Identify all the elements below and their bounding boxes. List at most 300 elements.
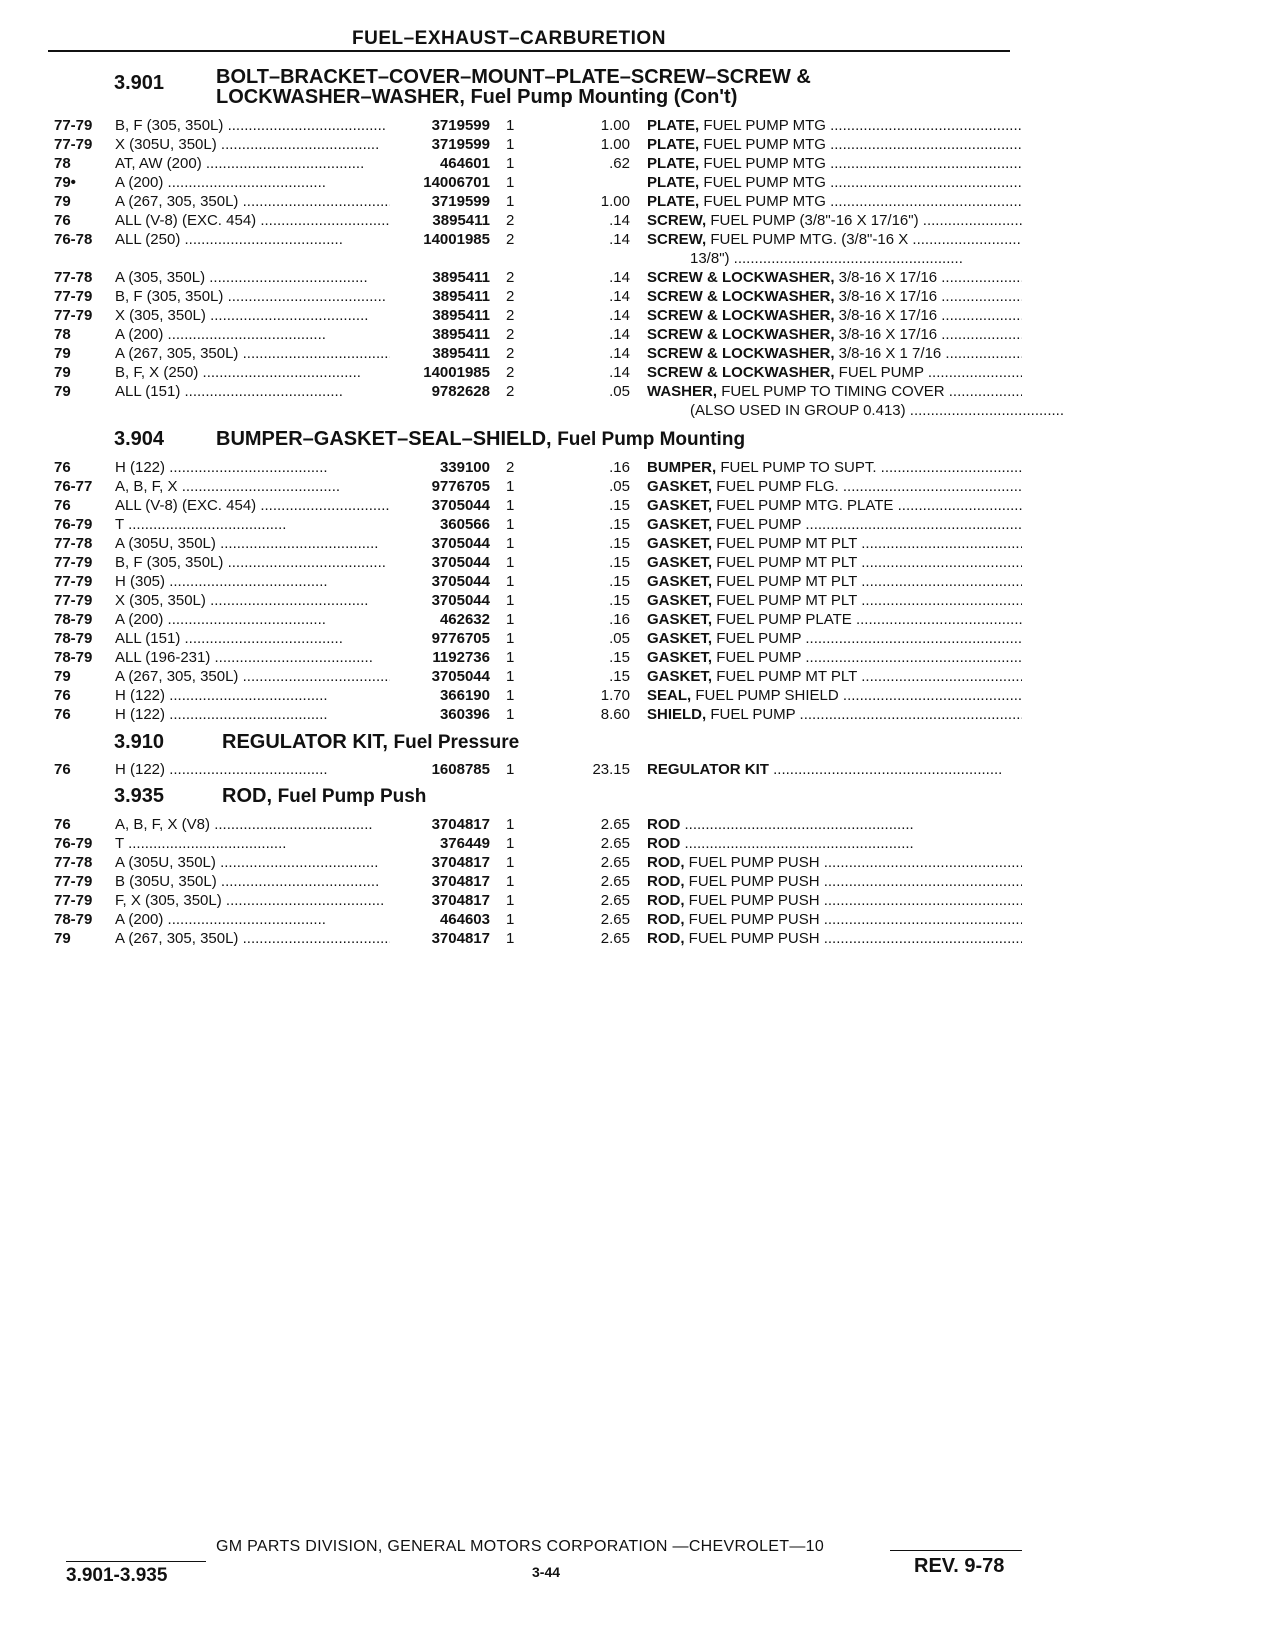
part-detail: FUEL PUMP — [716, 649, 802, 666]
table-row — [0, 192, 1280, 211]
part-name: ROD — [647, 816, 681, 833]
part-detail: FUEL PUMP PUSH — [688, 854, 820, 871]
model-year: 77-79 — [54, 117, 93, 134]
part-name: ROD — [647, 835, 681, 852]
part-name: SCREW, — [647, 212, 707, 229]
part-name: GASKET, — [647, 611, 713, 628]
model-year: 77-78 — [54, 854, 93, 871]
model-year: 78 — [54, 326, 71, 343]
part-description — [647, 872, 1022, 891]
model-year: 76-77 — [54, 478, 93, 495]
model-application: X (305, 350L) ..... — [115, 591, 390, 610]
table-row — [0, 591, 1280, 610]
table-row — [0, 116, 1280, 135]
part-number: 3704817 — [431, 816, 490, 833]
quantity: 1 — [506, 554, 515, 571]
section-number: 3.910 — [114, 731, 165, 753]
part-name: GASKET, — [647, 573, 713, 590]
table-row — [0, 458, 1280, 477]
part-name: GASKET, — [647, 649, 713, 666]
part-detail: FUEL PUMP PUSH — [688, 892, 820, 909]
footer-page-number: 3-44 — [532, 1564, 561, 1580]
parts-table — [0, 116, 1280, 420]
price: .15 — [609, 649, 630, 666]
part-description — [647, 325, 1022, 344]
part-description — [647, 667, 1022, 686]
quantity: 1 — [506, 174, 515, 191]
model-year: 76-79 — [54, 835, 93, 852]
model-year: 77-79 — [54, 873, 93, 890]
price: 1.00 — [600, 136, 630, 153]
part-name: ROD, — [647, 911, 685, 928]
part-description — [647, 496, 1022, 515]
model-year: 79 — [54, 383, 71, 400]
part-number: 376449 — [439, 835, 490, 852]
table-row — [0, 515, 1280, 534]
part-name: BUMPER, — [647, 459, 717, 476]
part-detail: FUEL PUMP MTG. PLATE — [716, 497, 894, 514]
part-number: 3719599 — [431, 136, 490, 153]
part-detail: FUEL PUMP MT PLT — [716, 535, 858, 552]
table-row — [0, 344, 1280, 363]
part-detail: FUEL PUMP — [710, 706, 796, 723]
part-detail: FUEL PUMP PUSH — [688, 873, 820, 890]
part-description — [647, 686, 1022, 705]
part-description — [647, 553, 1022, 572]
price: 1.00 — [600, 117, 630, 134]
quantity: 1 — [506, 611, 515, 628]
model-application: AT, AW (200) ..... — [115, 154, 390, 173]
part-name: GASKET, — [647, 630, 713, 647]
quantity: 1 — [506, 706, 515, 723]
part-detail: FUEL PUMP MT PLT — [716, 573, 858, 590]
part-number: 3895411 — [432, 345, 490, 362]
part-name: PLATE, — [647, 136, 700, 153]
model-application: H (122) ..... — [115, 458, 390, 477]
table-row — [0, 211, 1280, 230]
price: .16 — [609, 459, 630, 476]
parts-table — [0, 458, 1280, 724]
part-name: SHIELD, — [647, 706, 707, 723]
part-name: PLATE, — [647, 174, 700, 191]
part-description — [647, 648, 1022, 667]
model-application: B (305U, 350L) ..... — [115, 872, 390, 891]
part-name: PLATE, — [647, 155, 700, 172]
part-number: 3705044 — [431, 554, 490, 571]
part-detail: FUEL PUMP — [838, 364, 924, 381]
model-application: ALL (151) ..... — [115, 629, 390, 648]
part-name: PLATE, — [647, 117, 700, 134]
part-detail: FUEL PUMP MTG — [703, 174, 826, 191]
part-detail: 3/8-16 X 17/16 — [838, 326, 938, 343]
part-description — [647, 135, 1022, 154]
footer-revision: REV. 9-78 — [914, 1555, 1005, 1577]
model-year: 77-79 — [54, 307, 93, 324]
table-row — [0, 572, 1280, 591]
part-detail: FUEL PUMP PLATE — [716, 611, 852, 628]
section-number: 3.901 — [114, 72, 165, 94]
part-detail: FUEL PUMP MTG. (3/8"-16 X — [710, 231, 909, 248]
model-year: 77-79 — [54, 573, 93, 590]
model-application: A (200) ..... — [115, 173, 390, 192]
model-year: 77-79 — [54, 288, 93, 305]
model-application: A (267, 305, 350L) ..... — [115, 192, 390, 211]
model-year: 76 — [54, 816, 71, 833]
part-name: REGULATOR KIT — [647, 761, 769, 778]
section-title: BOLT–BRACKET–COVER–MOUNT–PLATE–SCREW–SCREW & — [216, 66, 811, 88]
table-row — [0, 705, 1280, 724]
quantity: 1 — [506, 649, 515, 666]
part-description — [647, 268, 1022, 287]
page-header-title: FUEL–EXHAUST–CARBURETION — [352, 28, 666, 49]
quantity: 1 — [506, 535, 515, 552]
part-description — [647, 834, 1022, 853]
price: .05 — [609, 383, 630, 400]
section-title: ROD, Fuel Pump Push — [222, 785, 427, 807]
part-name: GASKET, — [647, 478, 713, 495]
model-application: A (305U, 350L) ..... — [115, 534, 390, 553]
part-description — [647, 287, 1022, 306]
quantity: 2 — [506, 307, 515, 324]
section-title-line2: LOCKWASHER–WASHER, Fuel Pump Mounting (Con't) — [216, 86, 738, 108]
part-number: 3719599 — [431, 193, 490, 210]
table-row — [0, 477, 1280, 496]
footer-corporation: GM PARTS DIVISION, GENERAL MOTORS CORPORATION —CHEVROLET—10 — [216, 1538, 825, 1555]
part-number: 3704817 — [431, 892, 490, 909]
part-name: SCREW & LOCKWASHER, — [647, 326, 835, 343]
table-row — [0, 534, 1280, 553]
model-year: 78 — [54, 155, 71, 172]
part-name: GASKET, — [647, 535, 713, 552]
quantity: 1 — [506, 816, 515, 833]
part-description — [647, 230, 1022, 249]
part-description — [647, 610, 1022, 629]
part-detail: FUEL PUMP MTG — [703, 136, 826, 153]
table-row — [0, 610, 1280, 629]
part-detail: FUEL PUMP MT PLT — [716, 592, 858, 609]
part-name: ROD, — [647, 873, 685, 890]
price: 1.70 — [600, 687, 630, 704]
part-description — [647, 116, 1022, 135]
part-name: GASKET, — [647, 516, 713, 533]
part-name: SEAL, — [647, 687, 692, 704]
table-row — [0, 553, 1280, 572]
section-3935 — [0, 785, 1280, 947]
part-number: 3895411 — [432, 326, 490, 343]
part-detail: FUEL PUMP MT PLT — [716, 554, 858, 571]
price: .15 — [609, 516, 630, 533]
part-name: SCREW & LOCKWASHER, — [647, 288, 835, 305]
model-application: H (122) ..... — [115, 686, 390, 705]
part-number: 1192736 — [432, 649, 490, 666]
model-year: 76-79 — [54, 516, 93, 533]
model-application: A, B, F, X ..... — [115, 477, 390, 496]
model-application: ALL (V-8) (EXC. 454) ..... — [115, 496, 390, 515]
part-name: GASKET, — [647, 554, 713, 571]
part-number: 14001985 — [423, 364, 490, 381]
model-year: 76 — [54, 761, 71, 778]
table-row — [0, 815, 1280, 834]
table-row — [0, 872, 1280, 891]
section-3901 — [0, 66, 1280, 419]
part-name: GASKET, — [647, 668, 713, 685]
part-name: ROD, — [647, 854, 685, 871]
part-name: GASKET, — [647, 592, 713, 609]
part-number: 3705044 — [431, 535, 490, 552]
part-number: 3895411 — [432, 288, 490, 305]
table-row — [0, 287, 1280, 306]
footer-rule-right — [890, 1550, 1022, 1551]
part-description — [647, 458, 1022, 477]
footer-group-range: 3.901-3.935 — [66, 1565, 168, 1586]
table-row — [0, 648, 1280, 667]
part-description — [690, 401, 1065, 420]
quantity: 1 — [506, 835, 515, 852]
quantity: 1 — [506, 761, 515, 778]
price: .05 — [609, 630, 630, 647]
part-number: 3719599 — [431, 117, 490, 134]
model-year: 76-78 — [54, 231, 93, 248]
part-name: ROD, — [647, 892, 685, 909]
parts-table — [0, 760, 1280, 779]
section-3910 — [0, 731, 1280, 778]
price: .62 — [609, 155, 630, 172]
model-year: 78-79 — [54, 649, 93, 666]
quantity: 1 — [506, 155, 515, 172]
quantity: 2 — [506, 364, 515, 381]
part-description — [647, 534, 1022, 553]
quantity: 2 — [506, 231, 515, 248]
model-year: 77-79 — [54, 592, 93, 609]
model-application: A (305U, 350L) ..... — [115, 853, 390, 872]
model-application: T ..... — [115, 834, 390, 853]
part-description — [647, 760, 1022, 779]
table-row — [0, 154, 1280, 173]
model-application: ALL (250) ..... — [115, 230, 390, 249]
table-row — [0, 230, 1280, 249]
part-detail: FUEL PUMP MTG — [703, 155, 826, 172]
part-number: 3704817 — [431, 873, 490, 890]
part-number: 360566 — [439, 516, 490, 533]
table-row-continuation — [0, 401, 1280, 420]
price: 8.60 — [600, 706, 630, 723]
part-number: 3705044 — [431, 573, 490, 590]
part-description — [647, 705, 1022, 724]
quantity: 1 — [506, 911, 515, 928]
part-detail: FUEL PUMP (3/8"-16 X 17/16") — [710, 212, 919, 229]
model-application: F, X (305, 350L) ..... — [115, 891, 390, 910]
part-number: 366190 — [439, 687, 490, 704]
price: .14 — [609, 212, 630, 229]
part-description — [647, 515, 1022, 534]
model-application: B, F (305, 350L) ..... — [115, 553, 390, 572]
quantity: 1 — [506, 668, 515, 685]
model-year: 76 — [54, 687, 71, 704]
part-description — [647, 211, 1022, 230]
part-detail: 3/8-16 X 17/16 — [838, 307, 938, 324]
quantity: 1 — [506, 573, 515, 590]
price: .14 — [609, 326, 630, 343]
part-number: 3895411 — [432, 269, 490, 286]
part-detail: (ALSO USED IN GROUP 0.413) — [690, 402, 906, 419]
table-row — [0, 853, 1280, 872]
part-detail: 13/8") — [690, 250, 730, 267]
part-description — [647, 344, 1022, 363]
price: 2.65 — [600, 816, 630, 833]
model-year: 79 — [54, 364, 71, 381]
table-row — [0, 760, 1280, 779]
model-year: 79 — [54, 345, 71, 362]
part-description — [647, 629, 1022, 648]
parts-table — [0, 815, 1280, 948]
quantity: 2 — [506, 212, 515, 229]
section-number: 3.935 — [114, 785, 165, 807]
part-description — [647, 572, 1022, 591]
part-number: 9782628 — [431, 383, 490, 400]
part-description — [690, 249, 1065, 268]
part-name: SCREW & LOCKWASHER, — [647, 307, 835, 324]
part-name: WASHER, — [647, 383, 718, 400]
table-row — [0, 629, 1280, 648]
part-description — [647, 363, 1022, 382]
model-application: A, B, F, X (V8) ..... — [115, 815, 390, 834]
part-detail: 3/8-16 X 1 7/16 — [838, 345, 942, 362]
price: .15 — [609, 535, 630, 552]
part-description — [647, 591, 1022, 610]
part-detail: FUEL PUMP TO TIMING COVER — [721, 383, 945, 400]
part-description — [647, 154, 1022, 173]
quantity: 1 — [506, 478, 515, 495]
table-row — [0, 306, 1280, 325]
model-year: 79 — [54, 668, 71, 685]
model-application: ALL (V-8) (EXC. 454) ..... — [115, 211, 390, 230]
model-year: 78-79 — [54, 911, 93, 928]
model-application: A (305, 350L) ..... — [115, 268, 390, 287]
table-row — [0, 173, 1280, 192]
price: .14 — [609, 345, 630, 362]
table-row-continuation — [0, 249, 1280, 268]
model-application: A (267, 305, 350L) ..... — [115, 667, 390, 686]
model-application: H (122) ..... — [115, 705, 390, 724]
part-number: 462632 — [439, 611, 490, 628]
part-detail: FUEL PUMP PUSH — [688, 930, 820, 947]
model-year: 77-79 — [54, 136, 93, 153]
part-name: ROD, — [647, 930, 685, 947]
model-application: ALL (196-231) ..... — [115, 648, 390, 667]
part-number: 3705044 — [431, 668, 490, 685]
part-detail: FUEL PUMP MTG — [703, 193, 826, 210]
quantity: 1 — [506, 892, 515, 909]
table-row — [0, 667, 1280, 686]
part-description — [647, 382, 1022, 401]
part-number: 1608785 — [431, 761, 490, 778]
part-detail: FUEL PUMP MT PLT — [716, 668, 858, 685]
price: 1.00 — [600, 193, 630, 210]
table-row — [0, 686, 1280, 705]
price: .16 — [609, 611, 630, 628]
part-detail: 3/8-16 X 17/16 — [838, 288, 938, 305]
part-number: 3895411 — [432, 212, 490, 229]
part-number: 339100 — [439, 459, 490, 476]
model-year: 77-79 — [54, 892, 93, 909]
part-description — [647, 853, 1022, 872]
table-row — [0, 496, 1280, 515]
quantity: 1 — [506, 136, 515, 153]
part-name: SCREW & LOCKWASHER, — [647, 269, 835, 286]
model-year: 77-78 — [54, 269, 93, 286]
part-description — [647, 192, 1022, 211]
model-year: 78-79 — [54, 611, 93, 628]
quantity: 1 — [506, 193, 515, 210]
quantity: 1 — [506, 930, 515, 947]
part-number: 9776705 — [431, 478, 490, 495]
price: .14 — [609, 288, 630, 305]
quantity: 2 — [506, 383, 515, 400]
part-description — [647, 477, 1022, 496]
part-number: 3705044 — [431, 592, 490, 609]
part-detail: FUEL PUMP — [716, 516, 802, 533]
part-detail: FUEL PUMP PUSH — [688, 911, 820, 928]
part-number: 14006701 — [423, 174, 490, 191]
part-detail: FUEL PUMP MTG — [703, 117, 826, 134]
price: 2.65 — [600, 911, 630, 928]
model-application: B, F (305, 350L) ..... — [115, 287, 390, 306]
table-row — [0, 891, 1280, 910]
footer-rule-left — [66, 1561, 206, 1562]
quantity: 1 — [506, 873, 515, 890]
price: .15 — [609, 668, 630, 685]
model-application: X (305, 350L) ..... — [115, 306, 390, 325]
model-application: T ..... — [115, 515, 390, 534]
quantity: 2 — [506, 345, 515, 362]
table-row — [0, 325, 1280, 344]
part-detail: FUEL PUMP SHIELD — [695, 687, 839, 704]
price: 23.15 — [592, 761, 630, 778]
model-year: 76 — [54, 459, 71, 476]
price: .05 — [609, 478, 630, 495]
quantity: 1 — [506, 854, 515, 871]
part-name: SCREW, — [647, 231, 707, 248]
quantity: 1 — [506, 497, 515, 514]
part-description — [647, 910, 1022, 929]
part-number: 464601 — [439, 155, 490, 172]
quantity: 1 — [506, 516, 515, 533]
part-number: 464603 — [439, 911, 490, 928]
model-year: 76 — [54, 706, 71, 723]
part-description — [647, 815, 1022, 834]
price: 2.65 — [600, 854, 630, 871]
quantity: 1 — [506, 592, 515, 609]
quantity: 2 — [506, 326, 515, 343]
price: 2.65 — [600, 835, 630, 852]
section-title: REGULATOR KIT, Fuel Pressure — [222, 731, 520, 753]
quantity: 2 — [506, 269, 515, 286]
part-number: 3704817 — [431, 854, 490, 871]
model-application: A (200) ..... — [115, 325, 390, 344]
model-application: ALL (151) ..... — [115, 382, 390, 401]
section-title: BUMPER–GASKET–SEAL–SHIELD, Fuel Pump Mounting — [216, 428, 746, 450]
model-year: 77-79 — [54, 554, 93, 571]
quantity: 2 — [506, 288, 515, 305]
part-name: GASKET, — [647, 497, 713, 514]
price: 2.65 — [600, 892, 630, 909]
part-name: SCREW & LOCKWASHER, — [647, 364, 835, 381]
part-detail: FUEL PUMP FLG. — [716, 478, 839, 495]
model-application: A (200) ..... — [115, 910, 390, 929]
part-description — [647, 891, 1022, 910]
model-application: X (305U, 350L) ..... — [115, 135, 390, 154]
table-row — [0, 834, 1280, 853]
